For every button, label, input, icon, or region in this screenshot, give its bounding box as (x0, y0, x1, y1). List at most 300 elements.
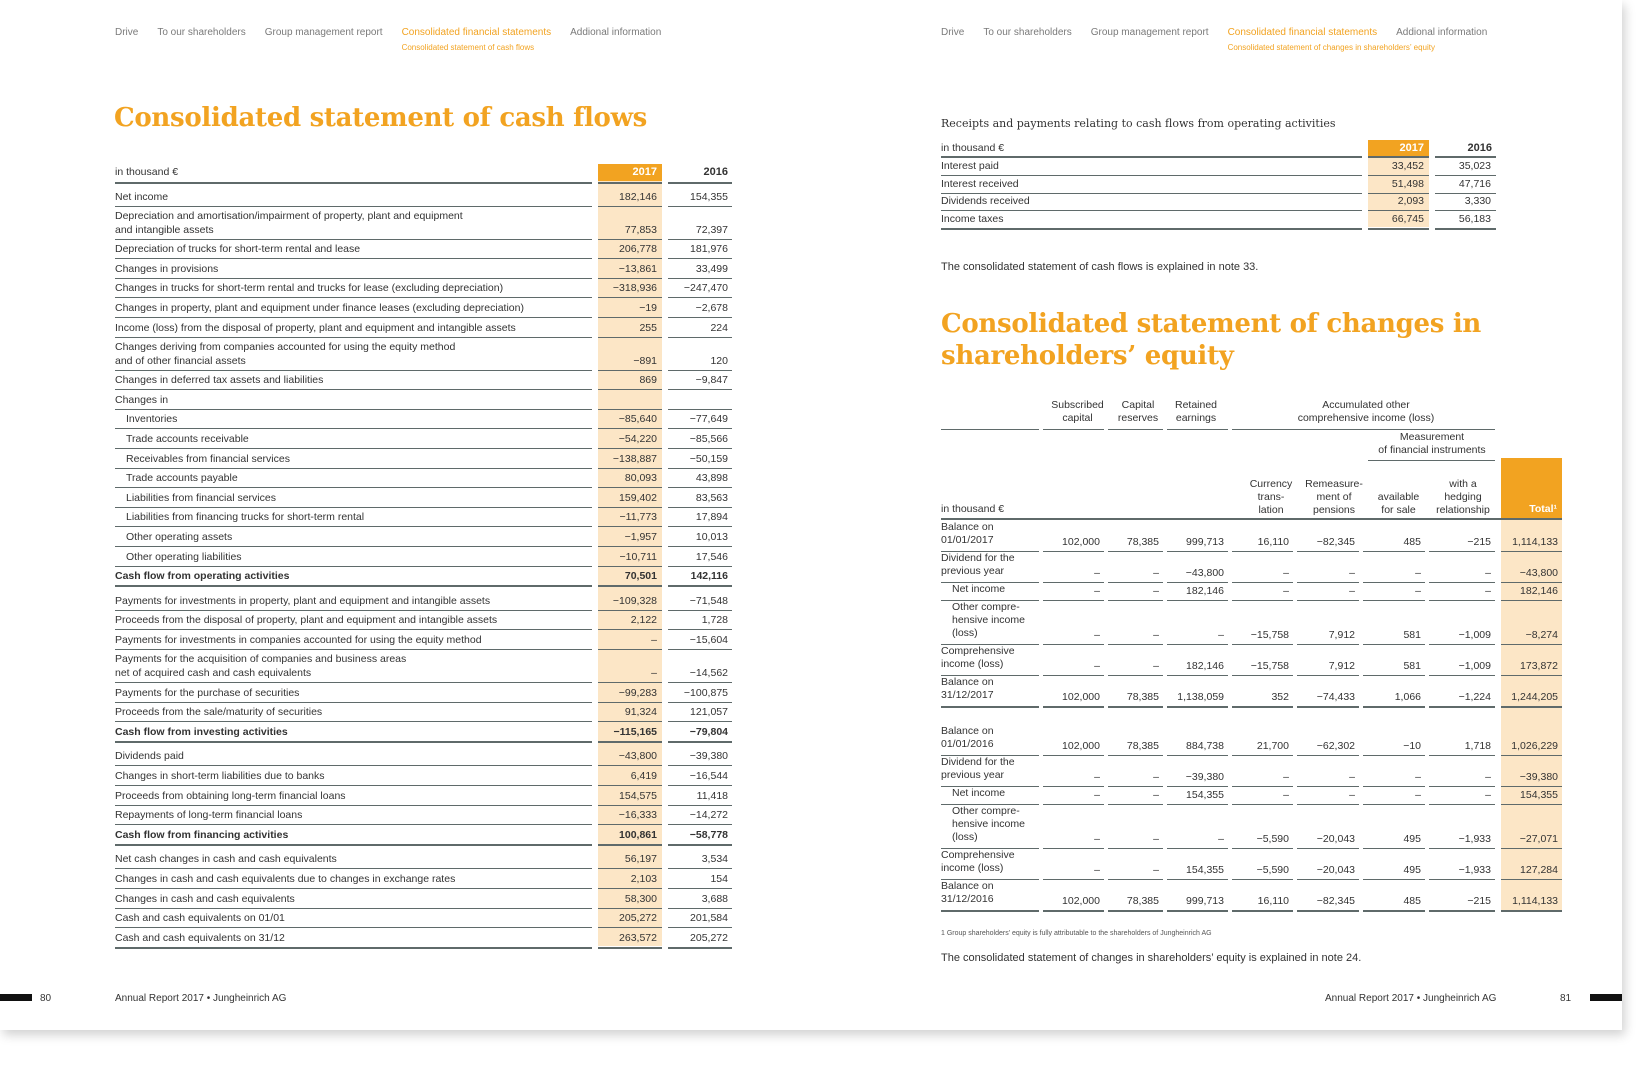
equity-value: 173,872 (1520, 660, 1558, 672)
equity-value: – (1283, 789, 1289, 801)
table-row (115, 765, 733, 785)
equity-row-label: Comprehensive income (loss) (941, 849, 1015, 874)
value-2017: −138,887 (612, 452, 657, 465)
equity-value: – (1415, 567, 1421, 579)
equity-value: – (1349, 789, 1355, 801)
row-label: Changes in trucks for short-term rental and trucks for lease (excluding depreciation) (115, 282, 504, 295)
nav-item-drive[interactable]: Drive (941, 27, 965, 38)
value-2017: 6,419 (630, 769, 657, 782)
row-label: Liabilities from financial services (126, 491, 276, 504)
row-label: Cash flow from operating activities (115, 570, 290, 583)
equity-title-line1: Consolidated statement of changes in (941, 309, 1481, 339)
row-rule (1297, 644, 1359, 645)
table-row (115, 824, 733, 844)
left-nav (115, 27, 680, 52)
equity-value: 16,110 (1257, 895, 1289, 907)
equity-value: – (1153, 864, 1159, 876)
table-row (115, 468, 733, 488)
value-2016: 3,688 (701, 892, 728, 905)
equity-value: – (1153, 789, 1159, 801)
row-rule (1501, 755, 1562, 756)
value-2016: 17,894 (695, 511, 728, 524)
value-2016: 33,499 (695, 262, 728, 275)
equity-value: 1,066 (1394, 691, 1421, 703)
nav-item-financial-statements-label: Consolidated financial statements (401, 27, 552, 38)
equity-value: – (1094, 629, 1100, 641)
value-2017: 70,501 (624, 570, 657, 583)
header-rule (941, 156, 1362, 158)
equity-value: 154,355 (1520, 789, 1558, 801)
row-rule (1043, 879, 1104, 880)
equity-value: 495 (1403, 864, 1421, 876)
row-label: Cash and cash equivalents on 01/01 (115, 912, 285, 925)
row-rule (941, 228, 1362, 230)
row-rule (1108, 848, 1163, 849)
table-row (115, 487, 733, 507)
table-row (115, 629, 733, 649)
equity-value: 485 (1403, 536, 1421, 548)
equity-value: 999,713 (1186, 895, 1224, 907)
row-rule (1108, 582, 1163, 583)
value-2017: 263,572 (619, 931, 657, 944)
row-rule (1167, 804, 1228, 805)
equity-value: – (1153, 567, 1159, 579)
value-2016: 201,584 (690, 912, 728, 925)
value-2017: 255 (639, 321, 657, 334)
equity-value: – (1485, 771, 1491, 783)
equity-value: – (1349, 567, 1355, 579)
row-rule (1108, 675, 1163, 676)
equity-value: 102,000 (1062, 895, 1100, 907)
equity-value: – (1485, 567, 1491, 579)
row-label: Changes in provisions (115, 262, 219, 275)
equity-value: – (1094, 567, 1100, 579)
row-rule (1232, 786, 1293, 787)
hdr-subscribed-capital: Subscribed capital (1051, 399, 1104, 424)
value-2017: – (651, 667, 657, 679)
row-rule (1232, 879, 1293, 880)
table-row (115, 610, 733, 630)
row-rule (1429, 786, 1495, 787)
rule (1368, 460, 1495, 461)
right-nav (941, 27, 1506, 52)
value-2016: −9,847 (695, 374, 728, 387)
hdr-measurement: Measurement of financial instruments (1378, 431, 1486, 456)
nav-item-drive[interactable]: Drive (115, 27, 139, 38)
table-row (115, 206, 733, 239)
equity-value: 581 (1403, 629, 1421, 641)
equity-value: 884,738 (1186, 740, 1224, 752)
row-rule (1167, 755, 1228, 756)
value-2016: −15,604 (689, 633, 728, 646)
value-2017: −16,333 (618, 809, 657, 822)
nav-item-management-report[interactable]: Group management report (264, 27, 383, 38)
nav-subitem[interactable]: Consolidated statement of changes in shareholders’ equity (1227, 43, 1435, 52)
row-rule (1429, 910, 1495, 912)
col-2016-header: 2016 (703, 166, 728, 178)
row-label: Changes deriving from companies accounted for using the equity method and of other financial assets (115, 340, 456, 367)
equity-value: – (1153, 660, 1159, 672)
equity-value: – (1218, 833, 1224, 845)
row-label: Income (loss) from the disposal of property, plant and equipment and intangible assets (115, 321, 516, 334)
value-2017: – (651, 633, 657, 646)
row-rule (1232, 755, 1293, 756)
equity-value: – (1415, 789, 1421, 801)
row-label: Depreciation of trucks for short-term rental and lease (115, 243, 361, 256)
row-label: Trade accounts receivable (126, 432, 249, 445)
row-rule (1435, 210, 1496, 211)
nav-item-additional-info[interactable]: Addional information (1396, 27, 1488, 38)
row-rule (1363, 786, 1425, 787)
row-label: Inventories (126, 413, 178, 426)
row-rule (1108, 600, 1163, 601)
value-2016: −39,380 (689, 750, 728, 763)
row-label: Changes in property, plant and equipment under finance leases (excluding depreciation) (115, 301, 524, 314)
row-rule (1363, 910, 1425, 912)
value-2017: −109,328 (612, 594, 657, 607)
table-row (115, 526, 733, 546)
row-rule (1363, 879, 1425, 880)
value-2017: −54,220 (618, 432, 657, 445)
equity-value: 999,713 (1186, 536, 1224, 548)
value-2017: 2,103 (630, 872, 657, 885)
row-rule (668, 585, 732, 587)
equity-value: −27,071 (1519, 833, 1558, 845)
equity-value: – (1415, 771, 1421, 783)
row-label: Proceeds from obtaining long-term financial loans (115, 789, 346, 802)
row-label: Proceeds from the sale/maturity of securities (115, 706, 323, 719)
table-row (115, 682, 733, 702)
nav-item-financial-statements-label: Consolidated financial statements (1227, 27, 1378, 38)
equity-value: −74,433 (1316, 691, 1355, 703)
row-rule (1232, 582, 1293, 583)
row-label: Cash flow from financing activities (115, 828, 289, 841)
row-rule (1043, 675, 1104, 676)
header-rule (1435, 156, 1496, 158)
table-row (115, 785, 733, 805)
row-rule (1297, 910, 1359, 912)
row-rule (1429, 600, 1495, 601)
row-rule (1167, 675, 1228, 676)
equity-value: – (1485, 789, 1491, 801)
row-rule (1501, 675, 1562, 676)
table-row (115, 389, 733, 409)
footer-text: Annual Report 2017 • Jungheinrich AG (115, 993, 287, 1004)
equity-unit: in thousand € (941, 503, 1005, 515)
equity-title-line2: shareholders’ equity (941, 341, 1234, 371)
equity-value: −39,380 (1519, 771, 1558, 783)
value-2016: 10,013 (695, 530, 728, 543)
equity-row-label: Comprehensive income (loss) (941, 645, 1015, 670)
equity-value: – (1283, 585, 1289, 597)
row-rule (1297, 582, 1359, 583)
row-rule (1429, 551, 1495, 552)
equity-row-label: Balance on 31/12/2017 (941, 676, 994, 701)
table-row (115, 566, 733, 586)
row-rule (1232, 910, 1293, 912)
row-rule (1167, 910, 1228, 912)
value-2017: 869 (639, 374, 657, 387)
row-label: Payments for investments in companies accounted for using the equity method (115, 633, 482, 646)
row-rule (1429, 582, 1495, 583)
row-rule (1043, 755, 1104, 756)
equity-value: 182,146 (1520, 585, 1558, 597)
equity-value: 78,385 (1126, 691, 1159, 703)
equity-value: −15,758 (1250, 629, 1289, 641)
equity-value: 1,244,205 (1511, 691, 1558, 703)
row-label: Depreciation and amortisation/impairment of property, plant and equipment and intangible assets (115, 209, 463, 236)
table-row (115, 868, 733, 888)
equity-value: 495 (1403, 833, 1421, 845)
receipts-col-2016: 2016 (1467, 142, 1492, 154)
equity-value: 7,912 (1328, 660, 1355, 672)
row-rule (1363, 755, 1425, 756)
row-rule (1108, 879, 1163, 880)
row-rule (1043, 804, 1104, 805)
row-rule (1043, 600, 1104, 601)
value-2016: −79,804 (689, 725, 728, 738)
table-row (115, 278, 733, 298)
value-2016: −85,566 (689, 432, 728, 445)
value-2017: 56,197 (624, 853, 657, 866)
value-2016: 1,728 (701, 614, 728, 627)
value-2016: 83,563 (695, 491, 728, 504)
row-rule (1297, 755, 1359, 756)
footnote: 1 Group shareholders’ equity is fully attributable to the shareholders of Jungheinrich AG (941, 930, 1212, 937)
table-row (115, 888, 733, 908)
value-2016: 142,116 (690, 570, 728, 583)
equity-value: 485 (1403, 895, 1421, 907)
value-2016: 11,418 (696, 789, 728, 802)
header-rule (598, 182, 662, 184)
row-rule (1108, 706, 1163, 708)
cashflow-note: The consolidated statement of cash flows is explained in note 33. (941, 261, 1259, 273)
row-rule (1167, 551, 1228, 552)
equity-row-label: Net income (952, 583, 1006, 595)
left-page (0, 0, 811, 1030)
nav-item-additional-info[interactable]: Addional information (570, 27, 662, 38)
equity-row-label: Other compre- hensive income (loss) (952, 601, 1025, 639)
row-rule (941, 910, 1039, 912)
value-2017: 154,575 (619, 789, 657, 802)
col-2017-header: 2017 (598, 164, 662, 181)
row-rule (1297, 600, 1359, 601)
value-2017: 91,324 (624, 706, 657, 719)
equity-value: −43,800 (1185, 567, 1224, 579)
equity-value: −10 (1403, 740, 1421, 752)
value-2016: −14,562 (689, 667, 728, 679)
nav-item-management-report[interactable]: Group management report (1090, 27, 1209, 38)
equity-value: −215 (1467, 536, 1491, 548)
row-rule (1232, 551, 1293, 552)
row-rule (1043, 644, 1104, 645)
value-2017: 100,861 (619, 828, 657, 841)
nav-item-financial-statements[interactable] (401, 27, 552, 52)
equity-value: 102,000 (1062, 691, 1100, 703)
nav-item-shareholders[interactable]: To our shareholders (983, 27, 1072, 38)
receipts-unit: in thousand € (941, 142, 1005, 154)
row-rule (1232, 706, 1293, 708)
page-marker (1590, 994, 1622, 1001)
value-2017: 80,093 (624, 472, 657, 485)
table-row (115, 649, 733, 682)
row-rule (1429, 644, 1495, 645)
hdr-remeasurement: Remeasure- ment of pensions (1305, 478, 1363, 516)
value-2017: 58,300 (624, 892, 657, 905)
value-2017: −11,773 (619, 511, 657, 524)
row-rule (1501, 910, 1562, 912)
row-label: Net cash changes in cash and cash equivalents (115, 853, 337, 866)
table-row (115, 186, 733, 206)
equity-value: 581 (1403, 660, 1421, 672)
table-row (115, 746, 733, 766)
equity-value: – (1094, 585, 1100, 597)
value-2017: 159,402 (619, 491, 657, 504)
row-label: Receivables from financial services (126, 452, 290, 465)
row-rule (1501, 848, 1562, 849)
receipts-row-label: Income taxes (941, 212, 1004, 225)
page-title: Consolidated statement of cash flows (114, 103, 648, 133)
value-2016: 17,546 (695, 550, 728, 563)
header-rule (668, 182, 732, 184)
row-rule (1108, 644, 1163, 645)
nav-subitem[interactable]: Consolidated statement of cash flows (401, 43, 535, 52)
rule (941, 429, 1039, 430)
row-rule (1501, 804, 1562, 805)
table-row (115, 428, 733, 448)
row-label: Cash flow from investing activities (115, 725, 288, 738)
equity-value: −15,758 (1250, 660, 1289, 672)
equity-value: – (1283, 771, 1289, 783)
table-row (115, 590, 733, 610)
row-rule (1501, 786, 1562, 787)
table-row (115, 239, 733, 259)
table-row (115, 927, 733, 947)
equity-row-label: Dividend for the previous year (941, 756, 1015, 781)
rule (1167, 429, 1228, 430)
page-marker (0, 994, 32, 1001)
row-rule (1232, 804, 1293, 805)
row-rule (1167, 582, 1228, 583)
row-rule (1297, 551, 1359, 552)
equity-value: – (1094, 864, 1100, 876)
row-rule (1297, 675, 1359, 676)
receipts-row-label: Dividends received (941, 195, 1030, 207)
hdr-currency-translation: Currency trans- lation (1249, 478, 1293, 516)
row-rule (598, 741, 662, 743)
equity-value: −1,009 (1458, 629, 1491, 641)
row-rule (1501, 879, 1562, 880)
table-row (115, 409, 733, 429)
row-rule (1363, 675, 1425, 676)
value-2016: −16,544 (689, 769, 728, 782)
equity-value: – (1153, 833, 1159, 845)
row-rule (1435, 228, 1496, 230)
row-rule (1232, 848, 1293, 849)
receipts-value-2016: 56,183 (1458, 212, 1491, 225)
header-rule (941, 518, 1562, 520)
equity-value: – (1218, 629, 1224, 641)
value-2016: 224 (710, 321, 728, 334)
rule (1108, 429, 1163, 430)
row-rule (1297, 879, 1359, 880)
row-rule (1108, 551, 1163, 552)
receipts-title: Receipts and payments relating to cash flows from operating activities (941, 117, 1336, 130)
equity-value: 1,114,133 (1512, 536, 1558, 548)
equity-value: 154,355 (1186, 789, 1224, 801)
row-rule (1368, 175, 1429, 176)
receipts-value-2017: 51,498 (1391, 177, 1424, 190)
equity-value: 21,700 (1256, 740, 1289, 752)
equity-value: – (1283, 567, 1289, 579)
row-rule (1297, 706, 1359, 708)
equity-value: – (1485, 585, 1491, 597)
equity-value: – (1153, 585, 1159, 597)
value-2016: −2,678 (695, 301, 728, 314)
equity-value: −5,590 (1256, 833, 1289, 845)
row-label: Liabilities from financing trucks for short-term rental (126, 511, 365, 524)
table-row (115, 546, 733, 566)
equity-value: 154,355 (1186, 864, 1224, 876)
row-rule (668, 947, 732, 949)
row-rule (598, 844, 662, 846)
table-row (115, 317, 733, 337)
row-rule (1435, 193, 1496, 194)
receipts-value-2016: 35,023 (1458, 160, 1491, 172)
row-label: Net income (115, 190, 169, 203)
equity-value: – (1094, 789, 1100, 801)
row-rule (1429, 804, 1495, 805)
row-rule (1043, 551, 1104, 552)
page-number: 81 (1560, 993, 1572, 1004)
row-rule (1429, 675, 1495, 676)
value-2016: −247,470 (683, 282, 728, 295)
unit-label: in thousand € (115, 166, 179, 178)
row-rule (1297, 804, 1359, 805)
value-2016: −50,159 (689, 452, 728, 465)
table-row (115, 849, 733, 869)
equity-value: 7,912 (1328, 629, 1355, 641)
row-rule (1167, 879, 1228, 880)
row-label: Dividends paid (115, 750, 184, 763)
nav-item-financial-statements[interactable] (1227, 27, 1435, 52)
row-rule (1429, 755, 1495, 756)
row-rule (668, 741, 732, 743)
equity-value: 78,385 (1126, 740, 1159, 752)
receipts-col-2017: 2017 (1368, 140, 1429, 156)
nav-item-shareholders[interactable]: To our shareholders (157, 27, 246, 38)
receipts-value-2016: 47,716 (1458, 177, 1491, 190)
equity-value: 16,110 (1257, 536, 1289, 548)
equity-row-label: Balance on 01/01/2017 (941, 521, 994, 546)
page-number: 80 (40, 993, 52, 1004)
equity-value: 352 (1271, 691, 1289, 703)
row-rule (115, 947, 592, 949)
row-rule (1167, 848, 1228, 849)
row-rule (1363, 644, 1425, 645)
table-row (115, 908, 733, 928)
row-rule (115, 585, 592, 587)
equity-value: −20,043 (1316, 864, 1355, 876)
row-rule (1167, 786, 1228, 787)
row-rule (1167, 644, 1228, 645)
row-label: Repayments of long-term financial loans (115, 809, 303, 822)
row-label: Payments for the acquisition of companies and business areas net of acquired cash and cash equivalents (115, 653, 407, 679)
equity-value: – (1349, 771, 1355, 783)
equity-value: 102,000 (1062, 536, 1100, 548)
equity-value: −43,800 (1519, 567, 1558, 579)
equity-value: −20,043 (1316, 833, 1355, 845)
